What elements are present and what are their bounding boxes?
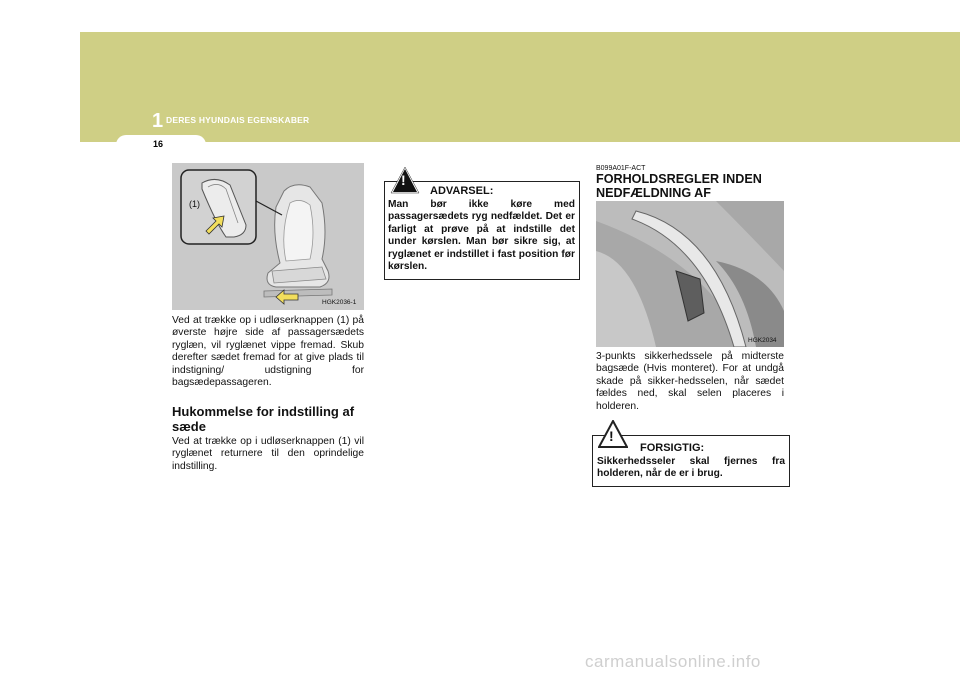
chapter-title: DERES HYUNDAIS EGENSKABER <box>166 115 310 125</box>
seatbelt-paragraph: 3-punkts sikkerhedssele på midterste bagsæde (Hvis monteret). For at undgå skade på sikker-hedsselen, når sædet fældes ned, skal selen placeres i holderen. <box>596 351 784 412</box>
memory-subheading: Hukommelse for indstilling af sæde <box>172 404 355 434</box>
seatbelt-holder-illustration-icon <box>596 201 784 347</box>
seat-illustration-icon <box>172 163 364 310</box>
section-title: FORHOLDSREGLER INDEN NEDFÆLDNING AF <box>596 172 762 200</box>
caution-text: Sikkerhedsseler skal fjernes fra holderen, når de er i brug. <box>597 456 785 480</box>
seat-figure <box>172 163 364 310</box>
caution-symbol: ! <box>609 428 614 444</box>
rear-seat-belt-figure <box>596 201 784 347</box>
header-band <box>80 32 960 142</box>
warning-title: ADVARSEL: <box>430 185 494 197</box>
chapter-number: 1 <box>152 110 164 132</box>
seat-release-paragraph: Ved at trække op i udløserknappen (1) på øverste højre side af passagersædets ryglæn, vil ryglænet vippe fremad. Skub derefter sædet fremad for at give plads til indstigning/ udstigning for bagsædepassageren. <box>172 315 364 389</box>
memory-paragraph: Ved at trække op i udløserknappen (1) vil ryglænet returnere til den oprindelige indstilling. <box>172 436 364 472</box>
figure-callout-label: (1) <box>189 199 200 209</box>
page-number: 16 <box>153 139 164 149</box>
warning-text: Man bør ikke køre med passagersædets ryg nedfældet. Det er farligt at prøve på at indstille det under kørslen. Man bør sikre sig, at ryglænet er indstillet i fast position før kørslen. <box>388 199 575 273</box>
warning-symbol: ! <box>401 172 406 188</box>
section-code: B099A01F-ACT <box>596 165 646 172</box>
caution-title: FORSIGTIG: <box>640 442 705 454</box>
figure-code-2: HGK2034 <box>748 337 777 344</box>
figure-code: HGK2036-1 <box>322 299 357 306</box>
watermark: carmanualsonline.info <box>585 652 761 671</box>
